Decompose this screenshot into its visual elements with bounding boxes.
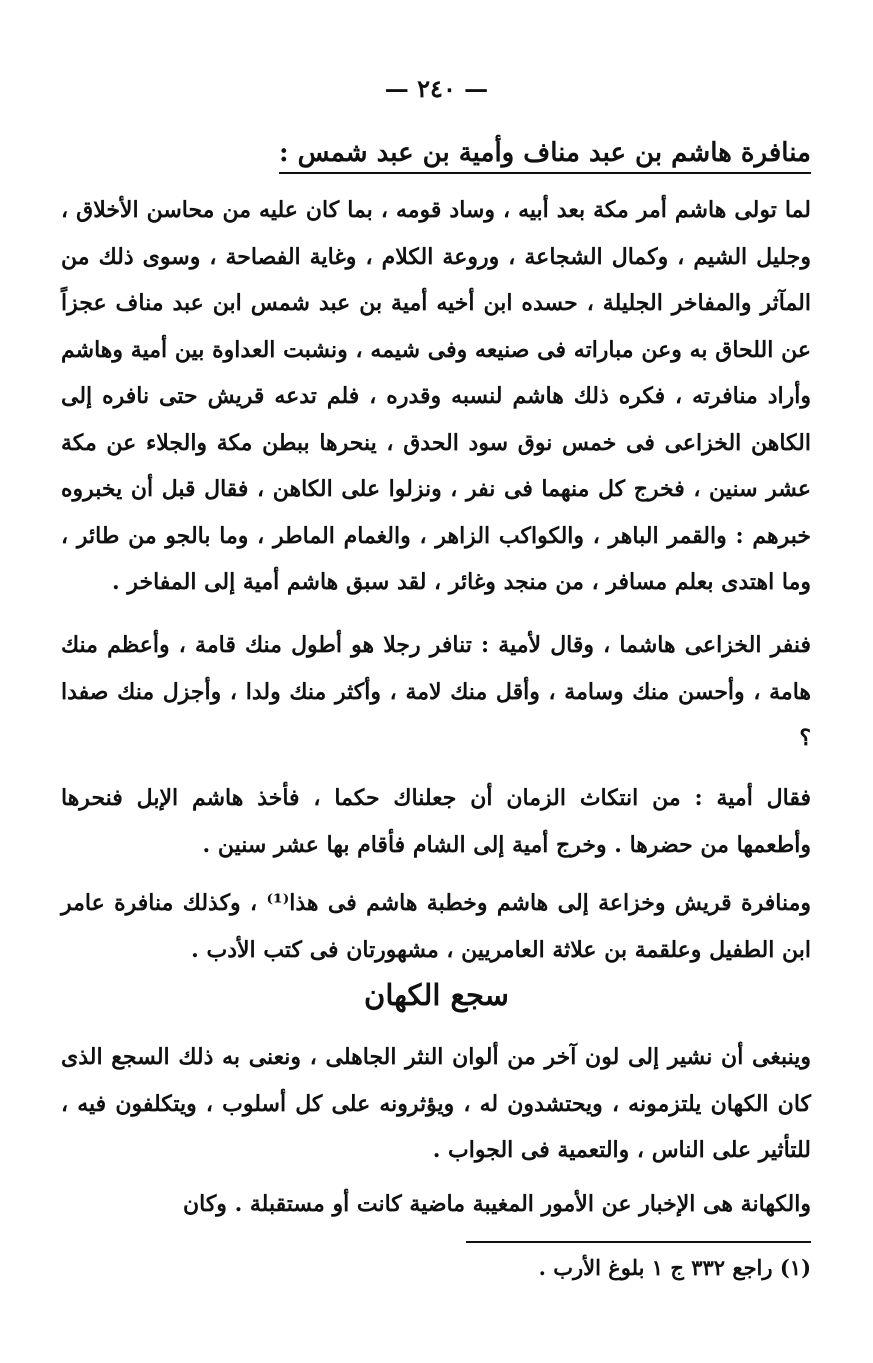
paragraph: وينبغى أن نشير إلى لون آخر من ألوان النثر الجاهلى ، ونعنى به ذلك السجع الذى كان الكهان يلتزمونه ، ويحتشدون له ، ويؤثرونه على كل أسلوب ، ويتكلفون فيه ، للتأثير على الناس ، والتعمية فى الجواب . (61, 1044, 811, 1163)
paragraph: فنفر الخزاعى هاشما ، وقال لأمية : تنافر رجلا هو أطول منك قامة ، وأعظم منك هامة ، وأحسن منك وسامة ، وأقل منك لامة ، وأكثر منك ولدا ، وأجزل منك صفدا ؟ (61, 632, 811, 751)
footnote: (١) راجع ٣٣٢ ج ١ بلوغ الأرب . (538, 1255, 811, 1280)
paragraph: ومنافرة قريش وخزاعة إلى هاشم وخطبة هاشم فى هذا⁽¹⁾ ، وكذلك منافرة عامر ابن الطفيل وعلقمة بن علاثة العامريين ، مشهورتان فى كتب الأدب . (61, 890, 811, 963)
page-number: — ٢٤٠ — (384, 74, 489, 103)
footnote-divider (466, 1241, 811, 1243)
section-title: منافرة هاشم بن عبد مناف وأمية بن عبد شمس : (279, 138, 811, 174)
paragraph: لما تولى هاشم أمر مكة بعد أبيه ، وساد قومه ، بما كان عليه من محاسن الأخلاق ، وجليل الشيم ، وكمال الشجاعة ، وروعة الكلام ، وغاية الفصاحة ، وسوى ذلك من المآثر والمفاخر الجليلة ، حسده ابن أخيه أمية بن عبد شمس ابن عبد مناف عجزاً عن اللحاق به وعن مباراته فى صنيعه وفى شيمه ، ونشبت العداوة بين أمية وهاشم وأراد منافرته ، فكره ذلك هاشم لنسبه وقدره ، فلم تدعه قريش حتى نافره إلى الكاهن الخزاعى فى خمس نوق سود الحدق ، ينحرها ببطن مكة والجلاء عن مكة عشر سنين ، فخرج كل منهما فى نفر ، ونزلوا على الكاهن ، فقال قبل أن يخبروه خبرهم : والقمر الباهر ، والكواكب الزاهر ، والغمام الماطر ، وما بالجو من طائر ، وما اهتدى بعلم مسافر ، من منجد وغائر ، لقد سبق هاشم أمية إلى المفاخر . (61, 197, 811, 595)
paragraph: والكهانة هى الإخبار عن الأمور المغيبة ماضية كانت أو مستقبلة . وكان (182, 1191, 811, 1217)
paragraph: فقال أمية : من انتكاث الزمان أن جعلناك حكما ، فأخذ هاشم الإبل فنحرها وأطعمها من حضرها . وخرج أمية إلى الشام فأقام بها عشر سنين . (61, 785, 811, 858)
subheading: سجع الكهان (364, 978, 509, 1012)
